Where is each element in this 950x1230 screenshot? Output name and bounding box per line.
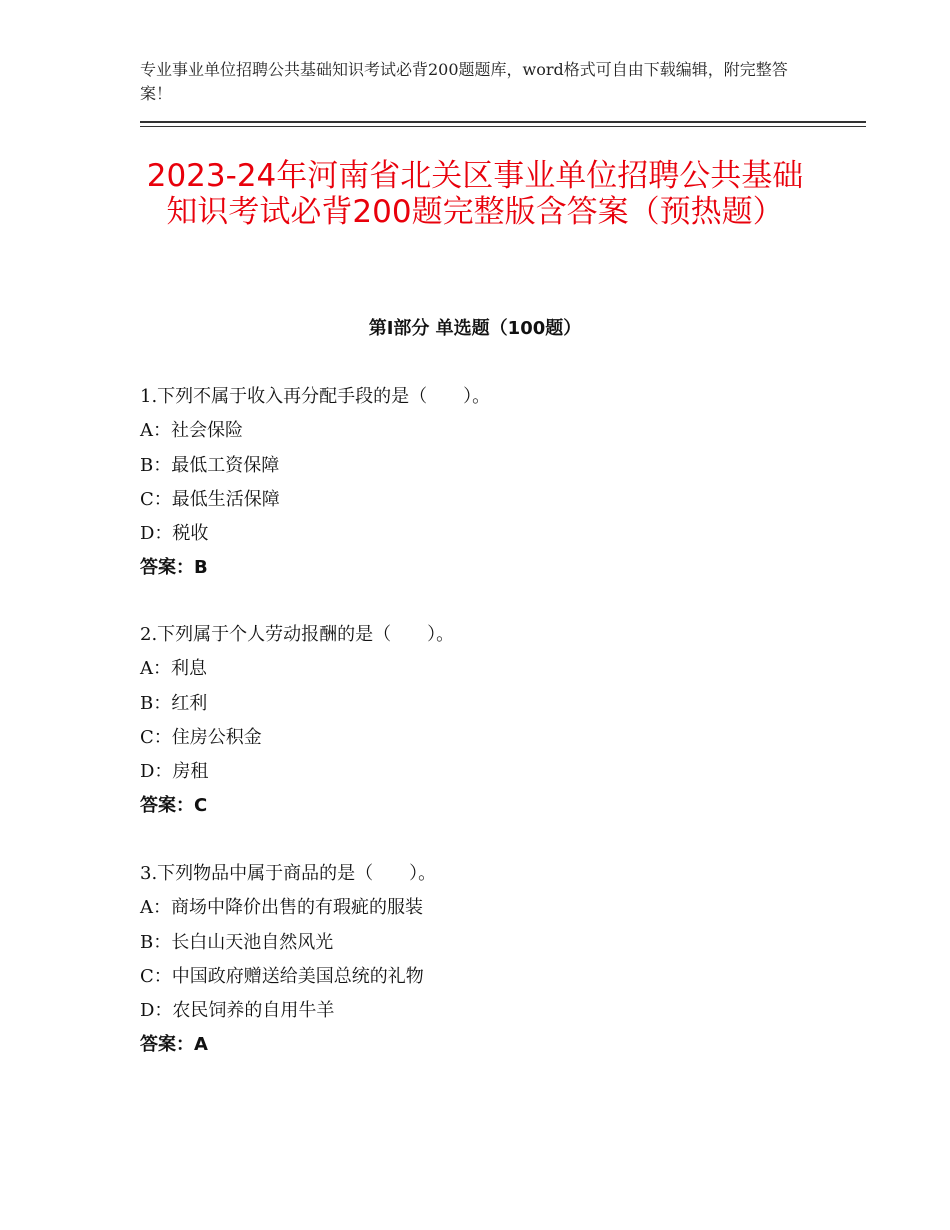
option-a: A：利息 [140,658,207,680]
answer: 答案：B [140,557,208,579]
option-a: A：商场中降价出售的有瑕疵的服装 [140,897,423,919]
option-c: C：住房公积金 [140,726,262,748]
question-stem: 3.下列物品中属于商品的是（ ）。 [140,863,437,884]
question-stem: 2.下列属于个人劳动报酬的是（ ）。 [140,624,455,645]
option-c: C：最低生活保障 [140,488,280,510]
answer: 答案：A [140,1034,208,1056]
option-c: C：中国政府赠送给美国总统的礼物 [140,965,424,987]
option-a: A：社会保险 [140,420,243,442]
option-d: D：税收 [140,523,209,545]
document-title: 2023-24年河南省北关区事业单位招聘公共基础知识考试必背200题完整版含答案（预热题） [146,158,804,230]
header-rule-thick [140,121,866,123]
option-d: D：农民饲养的自用牛羊 [140,1000,335,1022]
answer: 答案：C [140,795,208,817]
option-b: B：红利 [140,692,208,714]
option-b: B：最低工资保障 [140,454,280,476]
header-note: 专业事业单位招聘公共基础知识考试必背200题题库，word格式可自由下载编辑，附完整答案！ [140,60,788,103]
option-d: D：房租 [140,761,209,783]
question-2 [140,618,840,824]
question-1 [140,380,840,586]
question-stem: 1.下列不属于收入再分配手段的是（ ）。 [140,386,491,407]
option-b: B：长白山天池自然风光 [140,931,334,953]
question-3 [140,857,840,1063]
header-rule-thin [140,126,866,127]
section-title: 第Ⅰ部分 单选题（100题） [368,318,582,339]
